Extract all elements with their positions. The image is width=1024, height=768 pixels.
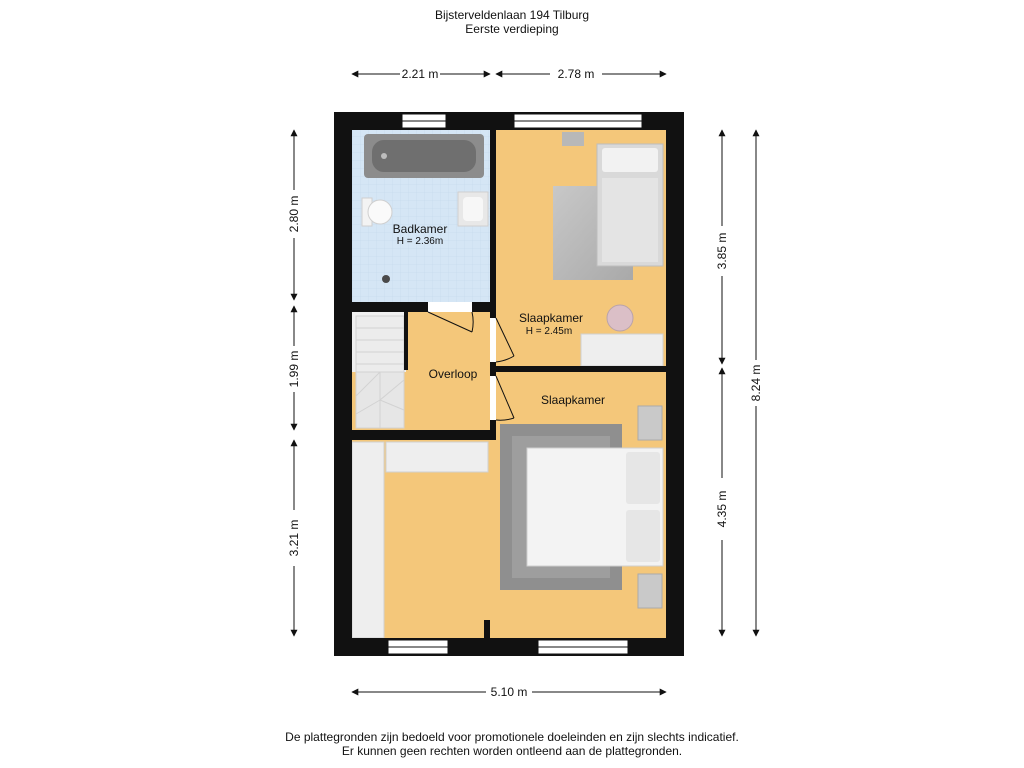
door-bedroom-bottom-opening xyxy=(490,376,496,420)
dim-right-top: 3.85 m xyxy=(715,232,729,270)
toilet-bowl xyxy=(368,200,392,224)
wall-stub xyxy=(484,620,490,638)
wall-stair xyxy=(404,312,408,370)
door-bathroom-opening xyxy=(428,302,472,312)
nightstand-top xyxy=(638,406,662,440)
wall-south xyxy=(334,638,684,656)
wardrobe-top xyxy=(386,442,488,472)
dim-top-right: 2.78 m xyxy=(557,67,595,81)
room-bedroom-bottom-name: Slaapkamer xyxy=(540,393,606,407)
room-bedroom-top-height: H = 2.45m xyxy=(525,326,573,337)
wall-bath-south xyxy=(352,302,496,312)
plan-title-address: Bijsterveldenlaan 194 Tilburg xyxy=(434,8,590,22)
wall-landing-south xyxy=(352,430,496,440)
bed-pillow xyxy=(602,148,658,172)
shower-drain xyxy=(382,275,390,283)
dim-left-top: 2.80 m xyxy=(287,195,301,233)
dim-left-middle: 1.99 m xyxy=(287,350,301,388)
dim-top-left: 2.21 m xyxy=(401,67,439,81)
disclaimer-line-1: De plattegronden zijn bedoeld voor promotionele doeleinden en zijn slechts indicatief. xyxy=(285,730,739,744)
dim-left-bottom: 3.21 m xyxy=(287,519,301,557)
stair-steps xyxy=(356,316,404,428)
door-bedroom-top-opening xyxy=(490,318,496,362)
dim-right-bottom: 4.35 m xyxy=(715,490,729,528)
desk-chair xyxy=(607,305,633,331)
wall-west xyxy=(334,112,352,656)
wall-east xyxy=(666,112,684,656)
cabinet xyxy=(562,132,584,146)
nightstand-bottom xyxy=(638,574,662,608)
bathtub-basin xyxy=(372,140,476,172)
room-landing-name: Overloop xyxy=(428,367,478,381)
room-bathroom-name: Badkamer xyxy=(392,222,448,236)
washbasin-bowl xyxy=(463,197,483,221)
disclaimer-line-2: Er kunnen geen rechten worden ontleend aan de plattegronden. xyxy=(341,744,683,758)
room-bedroom-top-name: Slaapkamer xyxy=(518,311,584,325)
dim-right-total: 8.24 m xyxy=(749,364,763,402)
room-bathroom-height: H = 2.36m xyxy=(396,236,444,247)
bed-duvet xyxy=(602,178,658,262)
bathtub-drain xyxy=(381,153,387,159)
wardrobe-left xyxy=(352,442,384,638)
bed-pillow-right xyxy=(626,510,660,562)
bed-pillow-left xyxy=(626,452,660,504)
wall-bath-bedroom xyxy=(490,130,496,310)
dim-bottom: 5.10 m xyxy=(490,685,528,699)
desk xyxy=(581,334,663,366)
wall-bedrooms xyxy=(496,366,666,372)
plan-title-floor: Eerste verdieping xyxy=(465,22,559,36)
